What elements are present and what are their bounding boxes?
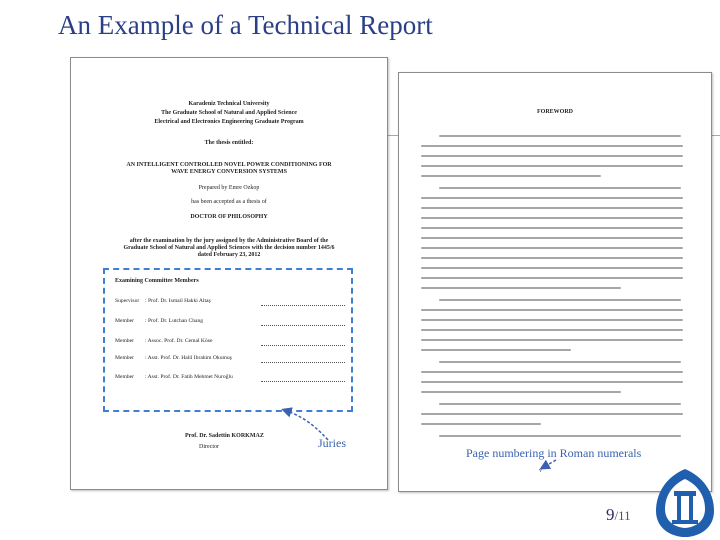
slide-current: 9 <box>606 505 615 524</box>
university-name: Karadeniz Technical University <box>188 101 270 107</box>
committee-row: Supervisor : Prof. Dr. Ismail Hakki Altaş <box>115 298 211 304</box>
text-line <box>421 287 621 289</box>
text-line <box>439 435 681 437</box>
text-line <box>421 413 683 415</box>
text-line <box>421 247 683 249</box>
text-line <box>421 349 571 351</box>
prepared-by: Prepared by Emre Ozkop <box>198 185 260 191</box>
roman-page-number: v <box>539 468 542 474</box>
text-line <box>439 135 681 137</box>
slide-total: /11 <box>614 508 631 523</box>
text-line <box>421 197 683 199</box>
exam-text-line2: Graduate School of Natural and Applied Sciences with the decision number 1445/6 <box>123 245 335 251</box>
text-line <box>421 339 683 341</box>
text-line <box>421 217 683 219</box>
committee-row: Member : Prof. Dr. Lutchan Chang <box>115 318 204 324</box>
approval-page-image <box>70 57 388 490</box>
text-line <box>439 403 681 405</box>
foreword-heading: FOREWORD <box>537 109 573 115</box>
accepted-text: has been accepted as a thesis of <box>191 199 267 205</box>
exam-text-line3: dated February 23, 2012 <box>197 252 261 258</box>
program-name: Electrical and Electronics Engineering Graduate Program <box>154 119 304 125</box>
text-line <box>421 257 683 259</box>
graduate-school: The Graduate School of Natural and Applied Science <box>161 110 297 116</box>
text-line <box>421 319 683 321</box>
text-line <box>421 423 541 425</box>
text-line <box>421 391 621 393</box>
text-line <box>421 277 683 279</box>
thesis-entitled-label: The thesis entitled: <box>204 140 254 146</box>
text-line <box>421 381 683 383</box>
thesis-title-line1: AN INTELLIGENT CONTROLLED NOVEL POWER CONDITIONING FOR <box>126 162 332 168</box>
text-line <box>421 329 683 331</box>
juries-highlight-box <box>103 268 353 412</box>
text-line <box>421 267 683 269</box>
slide-title: An Example of a Technical Report <box>58 10 433 40</box>
text-line <box>421 207 683 209</box>
roman-numerals-callout: Page numbering in Roman numerals <box>466 446 642 460</box>
committee-row: Member : Asst. Prof. Dr. Halil Ibrahim Okumuş <box>115 355 232 361</box>
juries-callout: Juries <box>318 436 346 450</box>
slide-number <box>606 505 631 525</box>
text-line <box>439 299 681 301</box>
text-line <box>421 165 683 167</box>
text-line <box>421 155 683 157</box>
committee-row: Member : Asst. Prof. Dr. Fatih Mehmet Nuroğlu <box>115 374 233 380</box>
exam-text-line1: after the examination by the jury assigned by the Administrative Board of the <box>129 238 329 244</box>
director-name: Prof. Dr. Sadettin KORKMAZ <box>185 433 264 439</box>
text-line <box>421 371 683 373</box>
text-line <box>439 361 681 363</box>
text-line <box>421 145 683 147</box>
committee-row: Member : Assoc. Prof. Dr. Cemal Köse <box>115 338 213 344</box>
university-logo-icon <box>652 463 718 539</box>
text-line <box>421 309 683 311</box>
text-line <box>421 227 683 229</box>
text-line <box>421 175 601 177</box>
degree-name: DOCTOR OF PHILOSOPHY <box>190 214 268 220</box>
text-line <box>421 237 683 239</box>
foreword-page-image <box>398 72 712 492</box>
committee-heading: Examining Committee Members <box>115 278 199 284</box>
director-title: Director <box>199 444 219 450</box>
thesis-title-line2: WAVE ENERGY CONVERSION SYSTEMS <box>171 169 287 175</box>
text-line <box>439 187 681 189</box>
